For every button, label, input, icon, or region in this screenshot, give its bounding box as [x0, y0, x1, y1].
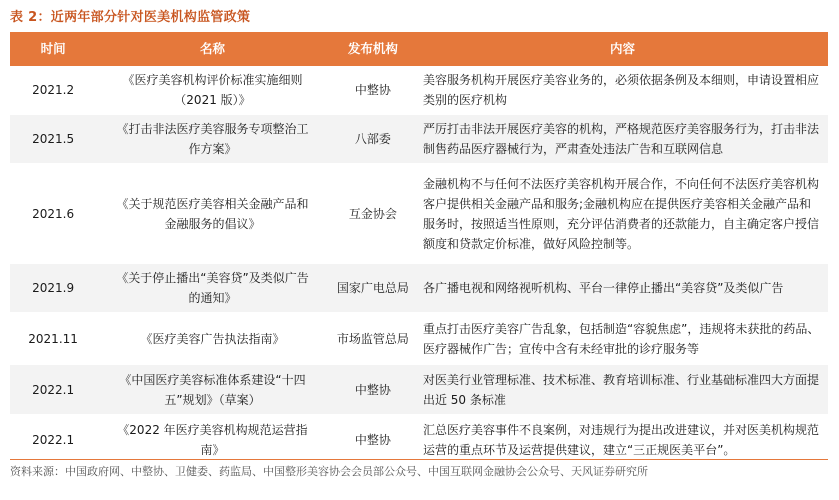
table-row: [10, 164, 828, 264]
cell-content: 对医美行业管理标准、技术标准、教育培训标准、行业基础标准四大方面提出近 50 条标准: [417, 365, 828, 415]
cell-org: 中整协: [329, 365, 417, 415]
cell-name: 《关于规范医疗美容相关金融产品和金融服务的倡议》: [96, 164, 329, 264]
source-note: 资料来源：中国政府网、中整协、卫健委、药监局、中国整形美容协会会员部公众号、中国互联网金融协会公众号、天风证券研究所: [10, 465, 648, 478]
cell-content: 重点打击医疗美容广告乱象，包括制造“容貌焦虑”，违规将未获批的药品、医疗器械作广告；宣传中含有未经审批的诊疗服务等: [417, 313, 828, 365]
cell-time: 2021.9: [10, 264, 96, 313]
cell-content: 金融机构不与任何不法医疗美容机构开展合作，不向任何不法医疗美容机构客户提供相关金融产品和服务;金融机构应在提供医疗美容相关金融产品和服务时，按照适当性原则，充分评估消费者的还款能力，自主确定客户授信额度和贷款定价标准，做好风险控制等。: [417, 164, 828, 264]
header-content: 内容: [417, 32, 828, 66]
cell-org: 中整协: [329, 415, 417, 465]
table-row: [10, 264, 828, 313]
cell-org: 市场监管总局: [329, 313, 417, 365]
cell-org: 中整协: [329, 66, 417, 115]
cell-content: 美容服务机构开展医疗美容业务的，必须依据条例及本细则，申请设置相应类别的医疗机构: [417, 66, 828, 115]
cell-name: 《中国医疗美容标准体系建设“十四五”规划》（草案）: [96, 365, 329, 415]
header-name: 名称: [96, 32, 329, 66]
cell-content: 严厉打击非法开展医疗美容的机构，严格规范医疗美容服务行为，打击非法制售药品医疗器械行为，严肃查处违法广告和互联网信息: [417, 115, 828, 164]
cell-name: 《医疗美容广告执法指南》: [96, 313, 329, 365]
cell-time: 2021.11: [10, 313, 96, 365]
table-row: [10, 115, 828, 164]
cell-time: 2022.1: [10, 365, 96, 415]
cell-name: 《2022 年医疗美容机构规范运营指南》: [96, 415, 329, 465]
table-title: 表 2：近两年部分针对医美机构监管政策: [10, 10, 251, 25]
table-row: [10, 415, 828, 465]
header-org: 发布机构: [329, 32, 417, 66]
cell-name: 《关于停止播出“美容贷”及类似广告的通知》: [96, 264, 329, 313]
cell-content: 各广播电视和网络视听机构、平台一律停止播出“美容贷”及类似广告: [417, 264, 828, 313]
cell-content: 汇总医疗美容事件不良案例，对违规行为提出改进建议，并对医美机构规范运营的重点环节及运营提供建议，建立“三正规医美平台”。: [417, 415, 828, 465]
cell-org: 八部委: [329, 115, 417, 164]
footer-divider: [10, 459, 828, 460]
table-row: [10, 313, 828, 365]
header-time: 时间: [10, 32, 96, 66]
cell-time: 2021.5: [10, 115, 96, 164]
cell-org: 互金协会: [329, 164, 417, 264]
cell-name: 《医疗美容机构评价标准实施细则（2021 版）》: [96, 66, 329, 115]
table-header-row: [10, 32, 828, 66]
policy-table: [10, 32, 828, 465]
cell-time: 2022.1: [10, 415, 96, 465]
table-row: [10, 66, 828, 115]
cell-name: 《打击非法医疗美容服务专项整治工作方案》: [96, 115, 329, 164]
table-row: [10, 365, 828, 415]
cell-time: 2021.6: [10, 164, 96, 264]
cell-org: 国家广电总局: [329, 264, 417, 313]
cell-time: 2021.2: [10, 66, 96, 115]
